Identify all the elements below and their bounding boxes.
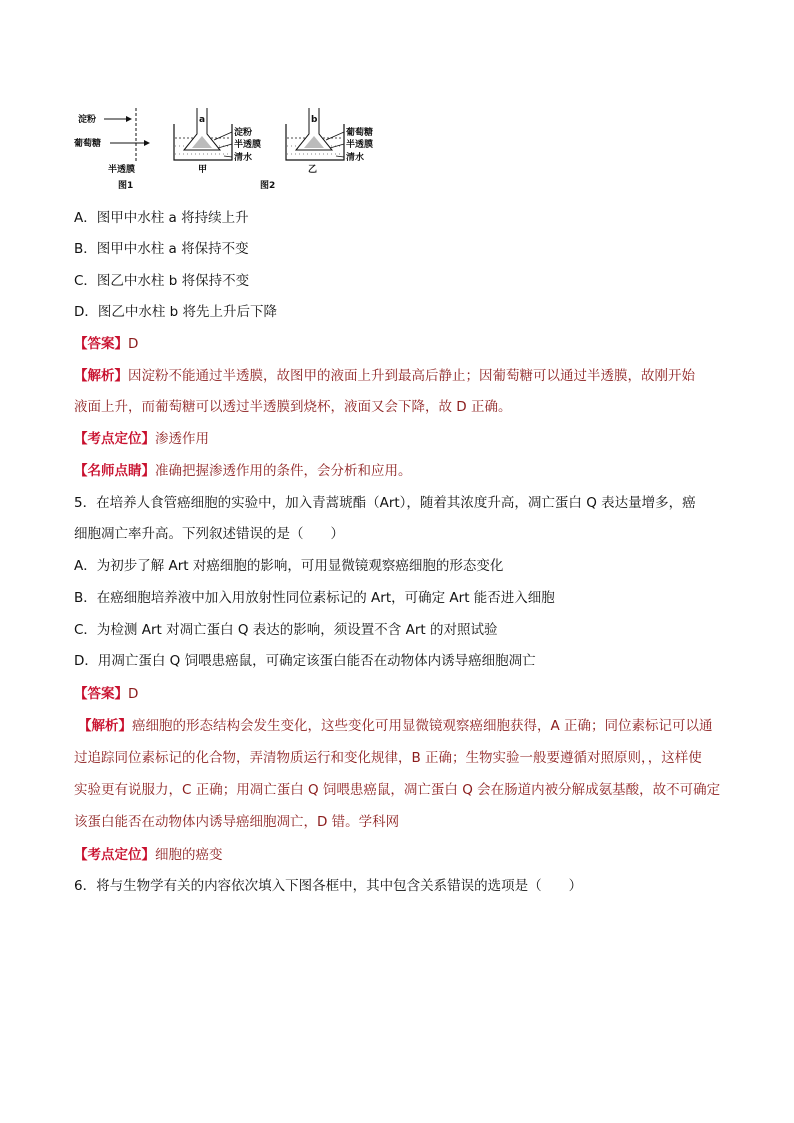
q4-analysis-line1 — [74, 366, 695, 386]
yi-label-2: 半透膜 — [346, 140, 374, 150]
jia-label-3: 清水 — [234, 153, 253, 163]
q5-stem-line2: 细胞凋亡率升高。下列叙述错误的是（ ） — [74, 526, 344, 542]
yi-caption: 乙 — [308, 165, 318, 175]
keypoint-tag: 【考点定位】 — [74, 847, 155, 863]
q6-stem: 6．将与生物学有关的内容依次填入下图各框中，其中包含关系错误的选项是（ ） — [74, 878, 583, 894]
q4-option-b: B．图甲中水柱 a 将保持不变 — [74, 241, 249, 257]
q5-keypoint — [74, 845, 223, 865]
q5-option-d: D．用凋亡蛋白 Q 饲喂患癌鼠，可确定该蛋白能否在动物体内诱导癌细胞凋亡 — [74, 653, 536, 669]
q4-tip — [74, 461, 412, 481]
keypoint-tag: 【考点定位】 — [74, 431, 155, 447]
fig2-caption: 图2 — [260, 181, 276, 191]
q5-analysis-line2: 过追踪同位素标记的化合物，弄清物质运行和变化规律，B 正确；生物实验一般要遵循对照原则，，这样使 — [74, 750, 702, 766]
osmosis-figure — [74, 104, 394, 196]
fig1-membrane-label: 半透膜 — [108, 165, 136, 175]
fig1-starch-label: 淀粉 — [78, 115, 97, 125]
q4-answer — [74, 334, 138, 354]
q4-option-c: C．图乙中水柱 b 将保持不变 — [74, 273, 250, 289]
yi-label-1: 葡萄糖 — [346, 128, 374, 138]
analysis-tag: 【解析】 — [74, 368, 128, 384]
yi-label-3: 清水 — [346, 153, 365, 163]
fig1-glucose-label: 葡萄糖 — [74, 139, 102, 149]
analysis-tag: 【解析】 — [78, 718, 132, 734]
tip-text: 准确把握渗透作用的条件，会分析和应用。 — [155, 463, 412, 479]
tube-b-label: b — [311, 115, 318, 125]
q5-option-b: B．在癌细胞培养液中加入用放射性同位素标记的 Art，可确定 Art 能否进入细胞 — [74, 590, 555, 606]
answer-tag: 【答案】 — [74, 686, 128, 702]
keypoint-text: 渗透作用 — [155, 431, 209, 447]
analysis-text: 癌细胞的形态结构会发生变化，这些变化可用显微镜观察癌细胞获得，A 正确；同位素标记可以通 — [132, 718, 713, 734]
q4-keypoint — [74, 429, 209, 449]
q4-analysis-line2: 液面上升，而葡萄糖可以透过半透膜到烧杯，液面又会下降，故 D 正确。 — [74, 399, 512, 415]
fig1-caption: 图1 — [118, 181, 134, 191]
beaker-jia — [174, 108, 232, 160]
q5-analysis-line1 — [78, 716, 713, 736]
beaker-yi — [286, 108, 344, 160]
q5-answer — [74, 684, 138, 704]
answer-tag: 【答案】 — [74, 336, 128, 352]
q5-stem-line1: 5．在培养人食管癌细胞的实验中，加入青蒿琥酯（Art），随着其浓度升高，凋亡蛋白 Q 表达量增多，癌 — [74, 495, 696, 511]
q5-analysis-line3: 实验更有说服力，C 正确；用凋亡蛋白 Q 饲喂患癌鼠，凋亡蛋白 Q 会在肠道内被分解成氨基酸，故不可确定 — [74, 782, 721, 798]
jia-label-1: 淀粉 — [234, 128, 253, 138]
jia-caption: 甲 — [198, 165, 208, 175]
answer-value: D — [128, 686, 139, 702]
answer-value: D — [128, 336, 139, 352]
tip-tag: 【名师点睛】 — [74, 463, 155, 479]
q4-option-a: A．图甲中水柱 a 将持续上升 — [74, 210, 249, 226]
keypoint-text: 细胞的癌变 — [155, 847, 223, 863]
q5-option-c: C．为检测 Art 对凋亡蛋白 Q 表达的影响，须设置不含 Art 的对照试验 — [74, 622, 498, 638]
q4-option-d: D．图乙中水柱 b 将先上升后下降 — [74, 304, 278, 320]
q5-option-a: A．为初步了解 Art 对癌细胞的影响，可用显微镜观察癌细胞的形态变化 — [74, 558, 504, 574]
q5-analysis-line4: 该蛋白能否在动物体内诱导癌细胞凋亡，D 错。学科网 — [74, 814, 400, 830]
jia-label-2: 半透膜 — [234, 140, 262, 150]
tube-a-label: a — [199, 115, 206, 125]
analysis-text: 因淀粉不能通过半透膜，故图甲的液面上升到最高后静止；因葡萄糖可以通过半透膜，故刚开始 — [128, 368, 695, 384]
